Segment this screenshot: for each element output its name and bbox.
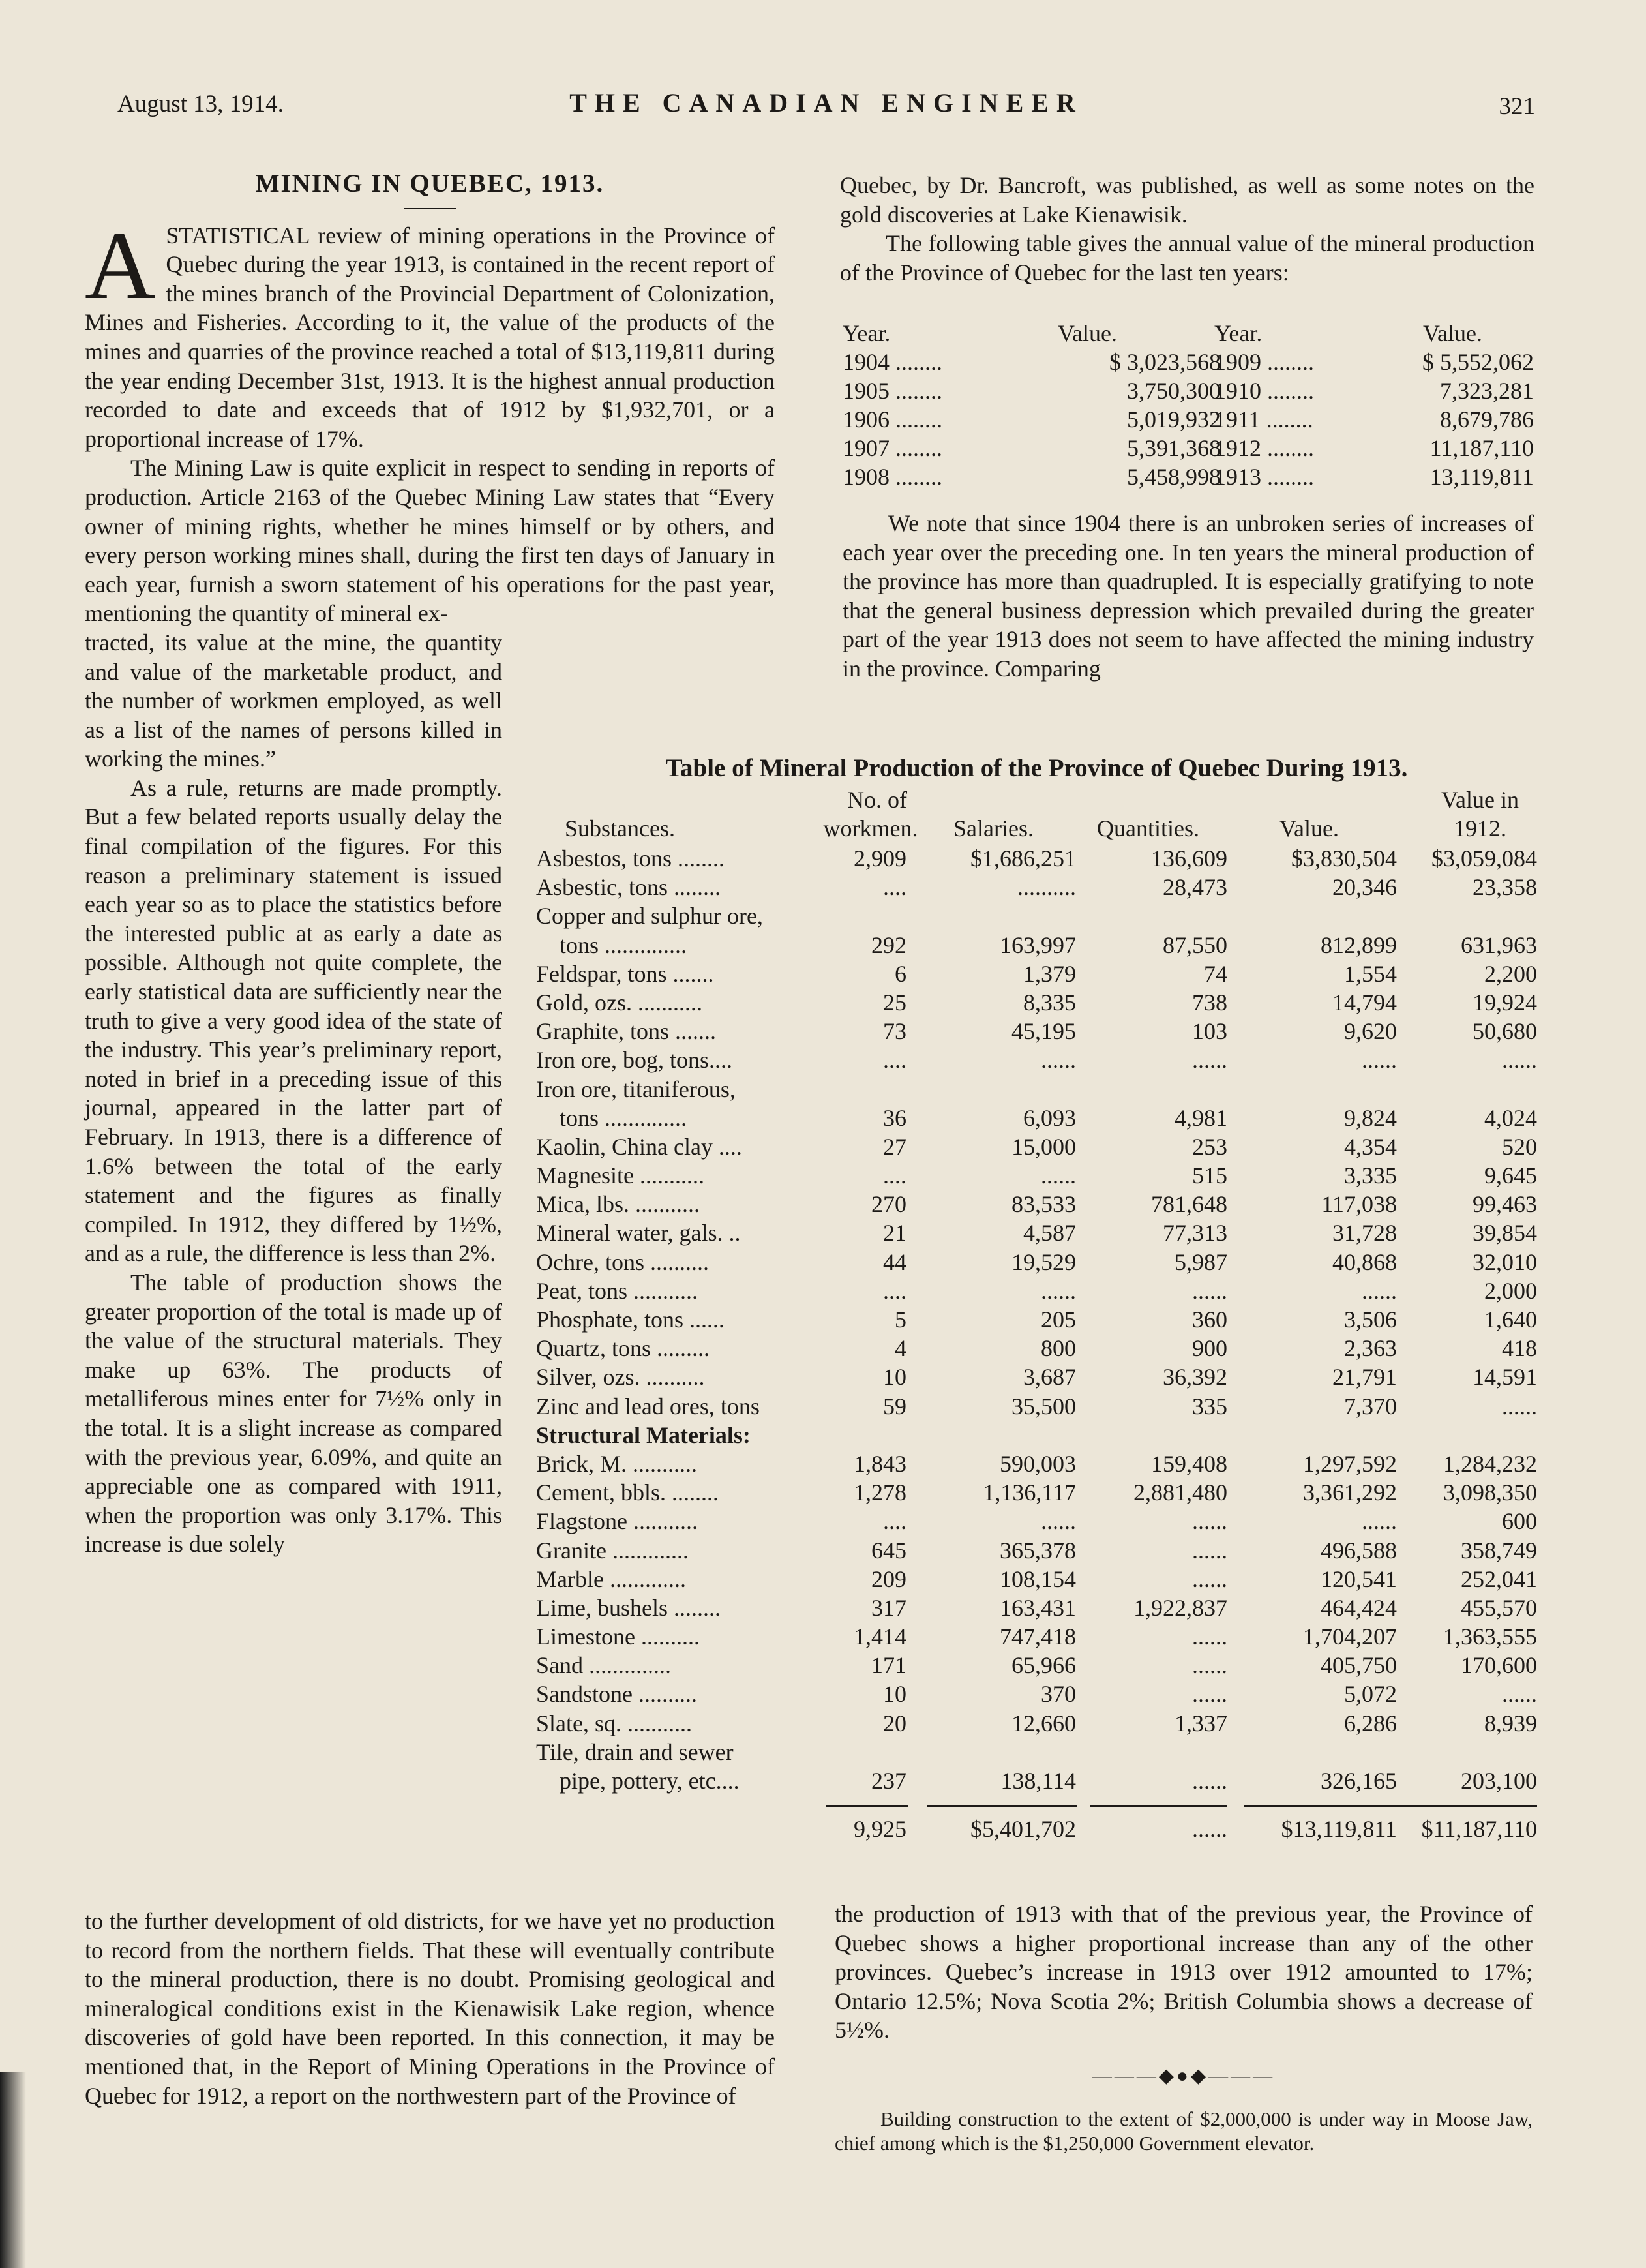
salaries-cell: 3,687 [1023, 1364, 1076, 1391]
value-cell: 40,868 [1332, 1248, 1397, 1275]
table-row [536, 1335, 1537, 1363]
table-row [536, 1393, 1537, 1421]
table-row [536, 1767, 1537, 1796]
workmen-cell: 20 [883, 1710, 906, 1736]
quantity-cell: 87,550 [1163, 931, 1227, 958]
annual-value-right: $ 5,552,062 [1422, 349, 1534, 375]
quantity-cell: 136,609 [1151, 845, 1227, 871]
quantity-cell: 781,648 [1151, 1191, 1227, 1218]
value-cell: 1,704,207 [1303, 1624, 1397, 1650]
workmen-cell: .... [883, 1277, 906, 1304]
value-cell: 3,506 [1344, 1307, 1397, 1333]
prev-value-cell: 418 [1502, 1335, 1537, 1362]
substance-name: Kaolin, China clay .... [536, 1133, 742, 1160]
prev-value-cell: 50,680 [1473, 1018, 1537, 1045]
prev-value-cell: 1,363,555 [1443, 1624, 1537, 1650]
substance-name: tons .............. [536, 931, 687, 958]
moose-jaw-note: Building construction to the extent of $2,000,000 is under way in Moose Jaw, chief among which is the $1,250,000 Government elevator. [835, 2107, 1533, 2155]
paragraph-mining-law: The Mining Law is quite explicit in respect to sending in reports of production. Article 2163 of the Quebec Mining Law states that “Every owner of mining rights, whether he mines himself or by others, and every person working mines shall, during the first ten days of January in each year, furnish a sworn statement of his operations for the past year, mentioning the quantity of mineral ex- [85, 455, 775, 627]
workmen-cell: 73 [883, 1018, 906, 1045]
header-prev-value-1: Value in [1441, 787, 1519, 813]
salaries-cell: 15,000 [1011, 1133, 1076, 1160]
prev-value-cell: 19,924 [1473, 989, 1537, 1016]
quantity-cell: 335 [1192, 1393, 1227, 1419]
value-cell: 1,554 [1344, 960, 1397, 987]
annual-row [843, 434, 1534, 463]
salaries-cell: 108,154 [1000, 1565, 1076, 1592]
table-row [536, 845, 1537, 873]
header-quantities: Quantities. [1097, 815, 1199, 841]
prev-value-cell: 8,939 [1484, 1710, 1537, 1736]
annual-value-right: 8,679,786 [1440, 406, 1534, 432]
salaries-cell: 35,500 [1011, 1393, 1076, 1419]
quantity-cell: ...... [1192, 1565, 1227, 1592]
substance-name: Quartz, tons ......... [536, 1335, 710, 1362]
workmen-cell: 44 [883, 1248, 906, 1275]
value-cell: 120,541 [1321, 1565, 1397, 1592]
paragraph-since-1904-wrap [843, 509, 1534, 684]
annual-table-body [843, 348, 1534, 492]
annual-value-right: 11,187,110 [1429, 435, 1534, 461]
total-prev-value: $11,187,110 [1421, 1816, 1537, 1843]
quantity-cell: 103 [1192, 1018, 1227, 1045]
table-row [536, 1738, 1537, 1767]
substance-name: Limestone .......... [536, 1624, 700, 1650]
header-value-1: Value. [1058, 320, 1117, 346]
table-caption: Table of Mineral Production of the Province of Quebec During 1913. [665, 754, 1408, 782]
table-row [536, 1507, 1537, 1536]
quantity-cell: 1,922,837 [1133, 1594, 1227, 1621]
table-row [536, 902, 1537, 931]
quantity-cell: 159,408 [1151, 1450, 1227, 1477]
table-row [536, 1710, 1537, 1738]
quantity-cell: ...... [1192, 1624, 1227, 1650]
paragraph-table-intro: The following table gives the annual value of the mineral production of the Province of Quebec for the last ten years: [840, 230, 1534, 286]
quantity-cell: 360 [1192, 1307, 1227, 1333]
value-cell: 496,588 [1321, 1537, 1397, 1564]
table-row [536, 1565, 1537, 1594]
paragraph-structural: The table of production shows the greater proportion of the total is made up of the value of the structural materials. They make up 63%. The products of metalliferous mines enter for 7½% only in the total. It is a slight increase as compared with the previous year, 6.09%, and quite an appreciable one as compared with 1911, when the proportion was only 3.17%. This increase is due solely [85, 1269, 502, 1558]
workmen-cell: 59 [883, 1393, 906, 1419]
header-salaries: Salaries. [953, 815, 1034, 841]
prev-value-cell: 99,463 [1473, 1191, 1537, 1218]
prev-value-cell: ...... [1502, 1047, 1537, 1074]
substance-name: Gold, ozs. ........... [536, 989, 702, 1016]
salaries-cell: 747,418 [1000, 1624, 1076, 1650]
substance-name: Iron ore, titaniferous, [536, 1076, 736, 1102]
value-cell: 812,899 [1321, 931, 1397, 958]
quantity-cell: 77,313 [1163, 1220, 1227, 1247]
workmen-cell: 10 [883, 1364, 906, 1391]
workmen-cell: 6 [895, 960, 906, 987]
total-salaries: $5,401,702 [970, 1816, 1076, 1843]
workmen-cell: 1,843 [854, 1450, 906, 1477]
substance-name: Marble ............. [536, 1565, 686, 1592]
substance-name: Zinc and lead ores, tons [536, 1393, 760, 1419]
substance-name: Granite ............. [536, 1537, 689, 1564]
paragraph-mining-law-cont: tracted, its value at the mine, the quantity and value of the marketable product, and the number of workmen employed, as well as a list of the names of persons killed in working the mines.” [85, 629, 502, 772]
page-edge-shadow [0, 2072, 26, 2268]
value-cell: 3,361,292 [1303, 1479, 1397, 1506]
quantity-cell: 4,981 [1175, 1104, 1227, 1131]
salaries-cell: 205 [1041, 1307, 1076, 1333]
annual-row [843, 463, 1534, 492]
salaries-cell: 163,997 [1000, 931, 1076, 958]
header-workmen-1: No. of [847, 787, 907, 813]
header-workmen-2: workmen. [823, 815, 918, 841]
mineral-production-table [536, 753, 1537, 1844]
quantity-cell: ...... [1192, 1537, 1227, 1564]
workmen-cell: 270 [871, 1191, 906, 1218]
substance-name: Ochre, tons .......... [536, 1248, 709, 1275]
journal-title: THE CANADIAN ENGINEER [569, 88, 1083, 117]
annual-value-left: 5,458,998 [1127, 464, 1221, 490]
right-column-top [840, 171, 1534, 287]
annual-year-left: 1905 ........ [843, 378, 942, 404]
substance-name: Structural Materials: [536, 1421, 751, 1448]
workmen-cell: 1,414 [854, 1624, 906, 1650]
prev-value-cell: 600 [1502, 1508, 1537, 1535]
salaries-cell: 19,529 [1011, 1248, 1076, 1275]
annual-value-left: 3,750,300 [1127, 378, 1221, 404]
substance-name: Sandstone .......... [536, 1681, 697, 1708]
salaries-cell: 12,660 [1011, 1710, 1076, 1736]
right-column-bottom [835, 1899, 1533, 2155]
total-value: $13,119,811 [1281, 1816, 1397, 1843]
page-number: 321 [1499, 93, 1535, 120]
quantity-cell: 738 [1192, 989, 1227, 1016]
substance-name: Cement, bbls. ........ [536, 1479, 719, 1506]
workmen-cell: 5 [895, 1307, 906, 1333]
table-row [536, 1133, 1537, 1162]
table-row [536, 1248, 1537, 1277]
quantity-cell: ...... [1192, 1277, 1227, 1304]
salaries-cell: 4,587 [1023, 1220, 1076, 1247]
annual-year-right: 1911 ........ [1214, 406, 1313, 432]
substance-name: Graphite, tons ....... [536, 1018, 716, 1045]
value-cell: 1,297,592 [1303, 1450, 1397, 1477]
header-substances: Substances. [565, 815, 675, 841]
prev-value-cell: 455,570 [1461, 1594, 1537, 1621]
workmen-cell: 237 [871, 1768, 906, 1794]
paragraph-since-1904: We note that since 1904 there is an unbroken series of increases of each year over the preceding one. In ten years the mineral production of the province has more than quadrupled. It is especially gratifying to note that the general business depression which prevailed during the greater part of the year 1913 does not seem to have affected the mining industry in the province. Comparing [843, 510, 1534, 682]
quantity-cell: 515 [1192, 1162, 1227, 1189]
ornament-divider: ———◆●◆——— [1092, 2064, 1276, 2087]
table-row [536, 1306, 1537, 1335]
paragraph-intro [85, 211, 775, 454]
value-cell: 14,794 [1332, 989, 1397, 1016]
workmen-cell: 21 [883, 1220, 906, 1247]
workmen-cell: 171 [871, 1652, 906, 1679]
prev-value-cell: 358,749 [1461, 1537, 1537, 1564]
annual-year-right: 1913 ........ [1214, 464, 1314, 490]
prev-value-cell: 23,358 [1473, 874, 1537, 901]
substance-name: Phosphate, tons ...... [536, 1307, 725, 1333]
table-row [536, 1076, 1537, 1104]
salaries-cell: 45,195 [1011, 1018, 1076, 1045]
salaries-cell: .......... [1017, 874, 1076, 901]
paragraph-northern-fields: to the further development of old districts, for we have yet no production to record from the northern fields. That these will eventually contribute to the mineral production, there is no doubt. Promising geological and mineralogical conditions exist in the Kienawisik Lake region, whence discoveries of gold have been reported. In this connection, it may be mentioned that, in the Report of Mining Operations in the Province of Quebec for 1912, a report on the northwestern part of the Province of [85, 1908, 775, 2109]
prev-value-cell: 2,000 [1484, 1277, 1537, 1304]
substance-name: Mica, lbs. ........... [536, 1191, 700, 1218]
prev-value-cell: 9,645 [1484, 1162, 1537, 1189]
prev-value-cell: 1,640 [1484, 1307, 1537, 1333]
workmen-cell: .... [883, 1047, 906, 1074]
table-row [536, 1450, 1537, 1479]
table-row [536, 1277, 1537, 1306]
substance-name: Magnesite ........... [536, 1162, 704, 1189]
substance-name: pipe, pottery, etc.... [536, 1768, 740, 1794]
annual-year-left: 1904 ........ [843, 349, 942, 375]
annual-year-right: 1909 ........ [1214, 349, 1314, 375]
title-rule [404, 208, 456, 209]
value-cell: 31,728 [1332, 1220, 1397, 1247]
value-cell: 117,038 [1321, 1191, 1397, 1218]
quantity-cell: ...... [1192, 1508, 1227, 1535]
value-cell: ...... [1362, 1047, 1397, 1074]
workmen-cell: 27 [883, 1133, 906, 1160]
table-row [536, 931, 1537, 960]
annual-year-right: 1910 ........ [1214, 378, 1314, 404]
annual-year-left: 1907 ........ [843, 435, 942, 461]
prev-value-cell: 14,591 [1473, 1364, 1537, 1391]
quantity-cell: 36,392 [1163, 1364, 1227, 1391]
table-row [536, 1680, 1537, 1709]
quantity-cell: 5,987 [1175, 1248, 1227, 1275]
substance-name: Asbestos, tons ........ [536, 845, 725, 871]
header-year-2: Year. [1214, 320, 1263, 346]
paragraph-returns: As a rule, returns are made promptly. But a few belated reports usually delay the final compilation of the figures. For this reason a preliminary statement is issued each year so as to place the statistics before the interested public at as early a date as possible. Although not quite complete, the early statistical data are sufficiently near the truth to give a very good idea of the state of the industry. This year’s preliminary report, noted in brief in a preceding issue of this journal, appeared in the latter part of February. In 1913, there is a difference of 1.6% between the total of the early statement and the figures as finally compiled. In 1912, they differed by 1½%, and as a rule, the difference is less than 2%. [85, 774, 502, 1267]
value-cell: 2,363 [1344, 1335, 1397, 1362]
salaries-cell: ...... [1041, 1277, 1076, 1304]
quantity-cell: 74 [1204, 960, 1227, 987]
substance-name: Lime, bushels ........ [536, 1594, 721, 1621]
prev-value-cell: ...... [1502, 1681, 1537, 1708]
value-cell: 464,424 [1321, 1594, 1397, 1621]
salaries-cell: 65,966 [1011, 1652, 1076, 1679]
total-rules [536, 1796, 1537, 1815]
value-cell: 20,346 [1332, 874, 1397, 901]
quantity-cell: 2,881,480 [1133, 1479, 1227, 1506]
salaries-cell: 1,379 [1023, 960, 1076, 987]
annual-value-left: 5,391,368 [1127, 435, 1221, 461]
substance-name: Asbestic, tons ........ [536, 874, 721, 901]
workmen-cell: 209 [871, 1565, 906, 1592]
salaries-cell: 163,431 [1000, 1594, 1076, 1621]
salaries-cell: 138,114 [1000, 1768, 1076, 1794]
article-title: MINING IN QUEBEC, 1913. [255, 170, 605, 198]
table-row [536, 1652, 1537, 1680]
annual-table-header [843, 320, 1534, 348]
workmen-cell: 4 [895, 1335, 906, 1362]
table-column-headers [536, 786, 1537, 845]
salaries-cell: 6,093 [1023, 1104, 1076, 1131]
table-row [536, 873, 1537, 902]
table-row [536, 989, 1537, 1018]
table-row [536, 1162, 1537, 1190]
issue-date: August 13, 1914. [117, 91, 284, 117]
workmen-cell: 36 [883, 1104, 906, 1131]
workmen-cell: 1,278 [854, 1479, 906, 1506]
salaries-cell: ...... [1041, 1508, 1076, 1535]
substance-name: Feldspar, tons ....... [536, 960, 714, 987]
annual-value-right: 13,119,811 [1429, 464, 1534, 490]
table-row [536, 1046, 1537, 1075]
value-cell: 405,750 [1321, 1652, 1397, 1679]
substance-name: Tile, drain and sewer [536, 1738, 734, 1765]
substance-name: Slate, sq. ........... [536, 1710, 692, 1736]
total-workmen: 9,925 [854, 1816, 906, 1843]
substance-name: Copper and sulphur ore, [536, 903, 763, 930]
salaries-cell: ...... [1041, 1162, 1076, 1189]
quantity-cell: ...... [1192, 1681, 1227, 1708]
value-cell: ...... [1362, 1508, 1397, 1535]
workmen-cell: 10 [883, 1681, 906, 1708]
salaries-cell: 590,003 [1000, 1450, 1076, 1477]
prev-value-cell: 32,010 [1473, 1248, 1537, 1275]
value-cell: 326,165 [1321, 1768, 1397, 1794]
total-quantities: ...... [1192, 1816, 1227, 1843]
quantity-cell: ...... [1192, 1652, 1227, 1679]
annual-year-left: 1906 ........ [843, 406, 942, 432]
header-value-2: Value. [1423, 320, 1482, 346]
salaries-cell: 800 [1041, 1335, 1076, 1362]
salaries-cell: 8,335 [1023, 989, 1076, 1016]
prev-value-cell: 39,854 [1473, 1220, 1537, 1247]
table-row [536, 1363, 1537, 1392]
annual-value-left: $ 3,023,568 [1109, 349, 1221, 375]
header-prev-value-2: 1912. [1454, 815, 1506, 841]
salaries-cell: 370 [1041, 1681, 1076, 1708]
quantity-cell: 1,337 [1175, 1710, 1227, 1736]
substance-name: Mineral water, gals. .. [536, 1220, 741, 1247]
workmen-cell: 317 [871, 1594, 906, 1621]
left-column-bottom [85, 1907, 775, 2110]
prev-value-cell: 170,600 [1461, 1652, 1537, 1679]
annual-value-left: 5,019,932 [1127, 406, 1221, 432]
salaries-cell: 1,136,117 [983, 1479, 1076, 1506]
header-value: Value. [1279, 815, 1339, 841]
value-cell: 7,370 [1344, 1393, 1397, 1419]
workmen-cell: 25 [883, 989, 906, 1016]
value-cell: 9,620 [1344, 1018, 1397, 1045]
prev-value-cell: ...... [1502, 1393, 1537, 1419]
section-heading-row [536, 1421, 1537, 1450]
drop-cap: A [85, 211, 156, 320]
salaries-cell: $1,686,251 [970, 845, 1076, 871]
quantity-cell: ...... [1192, 1768, 1227, 1794]
prev-value-cell: 2,200 [1484, 960, 1537, 987]
workmen-cell: 2,909 [854, 845, 906, 871]
table-row [536, 1594, 1537, 1623]
workmen-cell: .... [883, 874, 906, 901]
annual-value-right: 7,323,281 [1440, 378, 1534, 404]
prev-value-cell: 631,963 [1461, 931, 1537, 958]
quantity-cell: 253 [1192, 1133, 1227, 1160]
prev-value-cell: 252,041 [1461, 1565, 1537, 1592]
table-row [536, 1537, 1537, 1565]
prev-value-cell: $3,059,084 [1431, 845, 1537, 871]
salaries-cell: 83,533 [1011, 1191, 1076, 1218]
table-row [536, 1219, 1537, 1248]
table-row [536, 1018, 1537, 1046]
annual-year-right: 1912 ........ [1214, 435, 1314, 461]
substance-name: Brick, M. ........... [536, 1450, 697, 1477]
annual-year-left: 1908 ........ [843, 464, 942, 490]
substance-name: Sand .............. [536, 1652, 671, 1679]
value-cell: 9,824 [1344, 1104, 1397, 1131]
quantity-cell: 28,473 [1163, 874, 1227, 901]
value-cell: 21,791 [1332, 1364, 1397, 1391]
paragraph-comparison: the production of 1913 with that of the previous year, the Province of Quebec shows a higher proportional increase than any of the other provinces. Quebec’s increase in 1913 over 1912 amounted to 17%; Ontario 12.5%; Nova Scotia 2%; British Columbia shows a decrease of 5½%. [835, 1901, 1533, 2044]
prev-value-cell: 203,100 [1461, 1768, 1537, 1794]
annual-row [843, 406, 1534, 434]
prev-value-cell: 1,284,232 [1443, 1450, 1537, 1477]
header-year-1: Year. [843, 320, 891, 346]
quantity-cell: 900 [1192, 1335, 1227, 1362]
table-row [536, 1104, 1537, 1133]
table-row [536, 1190, 1537, 1219]
page-header [117, 85, 1535, 124]
substance-name: Peat, tons ........... [536, 1277, 698, 1304]
annual-row [843, 348, 1534, 377]
totals-row [536, 1815, 1537, 1844]
salaries-cell: 365,378 [1000, 1537, 1076, 1564]
substance-name: Iron ore, bog, tons.... [536, 1047, 732, 1074]
annual-value-table [843, 320, 1534, 492]
value-cell: 5,072 [1344, 1681, 1397, 1708]
substance-name: tons .............. [536, 1104, 687, 1131]
narrow-column [85, 628, 502, 1559]
workmen-cell: .... [883, 1162, 906, 1189]
quantity-cell: ...... [1192, 1047, 1227, 1074]
workmen-cell: .... [883, 1508, 906, 1535]
value-cell: $3,830,504 [1291, 845, 1397, 871]
value-cell: 6,286 [1344, 1710, 1397, 1736]
workmen-cell: 292 [871, 931, 906, 958]
annual-row [843, 377, 1534, 406]
intro-text: STATISTICAL review of mining operations in the Province of Quebec during the year 1913, is contained in the recent report of the mines branch of the Provincial Department of Colonization, Mines and Fisheries. According to it, the value of the products of the mines and quarries of the province reached a total of $13,119,811 during the year ending December 31st, 1913. It is the highest annual production recorded to date and exceeds that of 1912 by $1,932,701, or a proportional increase of 17%. [85, 222, 775, 452]
value-cell: 3,335 [1344, 1162, 1397, 1189]
mineral-table-body [536, 845, 1537, 1796]
value-cell: 4,354 [1344, 1133, 1397, 1160]
table-row [536, 1623, 1537, 1652]
workmen-cell: 645 [871, 1537, 906, 1564]
value-cell: ...... [1362, 1277, 1397, 1304]
substance-name: Flagstone ........... [536, 1508, 698, 1535]
paragraph-bancroft: Quebec, by Dr. Bancroft, was published, as well as some notes on the gold discoveries at Lake Kienawisik. [840, 172, 1534, 228]
table-row [536, 960, 1537, 989]
substance-name: Silver, ozs. .......... [536, 1364, 705, 1391]
prev-value-cell: 3,098,350 [1443, 1479, 1537, 1506]
salaries-cell: ...... [1041, 1047, 1076, 1074]
prev-value-cell: 4,024 [1484, 1104, 1537, 1131]
table-row [536, 1479, 1537, 1507]
prev-value-cell: 520 [1502, 1133, 1537, 1160]
